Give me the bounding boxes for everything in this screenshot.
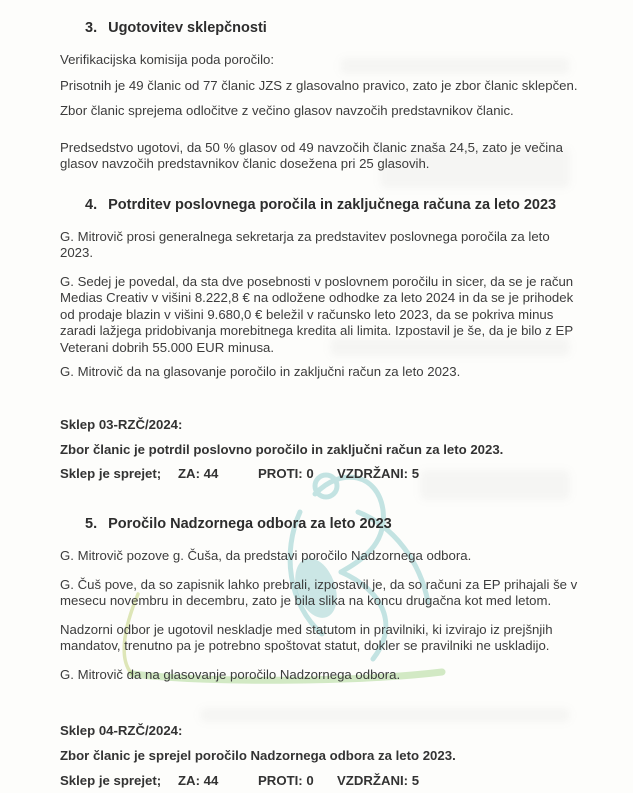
vote-result-label: Sklep je sprejet; (60, 466, 162, 481)
paragraph-mitrovic-request: G. Mitrovič prosi generalnega sekretarja za predstavitev poslovnega poročila za leto 2023. (60, 228, 550, 260)
paragraph-majority-threshold: Predsedstvo ugotovi, da 50 % glasov od 49 navzočih članic znaša 24,5, zato je večina glasov navzočih predstavnikov članic dosežena pri 25 glasovih. (60, 139, 563, 171)
paragraph-majority-rule: Zbor članic sprejema odločitve z večino glasov navzočih predstavnikov članic. (60, 103, 514, 118)
section-3-title: Ugotovitev sklepčnosti (108, 20, 267, 36)
section-5-title: Poročilo Nadzornega odbora za leto 2023 (108, 516, 392, 532)
section-4-title: Potrditev poslovnega poročila in zaključnega računa za leto 2023 (108, 196, 557, 213)
section-5-heading (60, 515, 583, 533)
section-4-number: 4. (85, 196, 98, 213)
section-3-number: 3. (85, 20, 98, 36)
votes-against: PROTI: 0 (258, 466, 314, 481)
votes-abstained: VZDRŽANI: 5 (337, 772, 420, 788)
paragraph-sedej-report: G. Sedej je povedal, da sta dve posebnosti v poslovnem poročilu in sicer, da se je račun Medias Creativ v višini 8.222,8 € na odložene odhodke za leto 2024 in da se je prihodek od prodaje blazin v višini 9.680,0 € beležil v računsko leto 2023, da se pokriva minus zaradi lažjega pridobivanja morebitnega kredita ali limita. Izpostavil je še, da je bilo z EP Veterani dobrih 55.000 EUR minusa. (60, 273, 574, 355)
paragraph-vote-call-report: G. Mitrovič da na glasovanje poročilo in zaključni račun za leto 2023. (60, 364, 461, 379)
votes-for: ZA: 44 (178, 772, 219, 788)
section-4-heading (60, 196, 583, 214)
paragraph-statute-discrepancy: Nadzorni odbor je ugotovil neskladje med statutom in pravilniki, ki izvirajo iz prejšnjih mandatov, trenutno pa je potrebno spoštovat statut, dokler se pravilniki ne uskladijo. (60, 621, 553, 653)
resolution-04-body: Zbor članic je sprejel poročilo Nadzornega odbora za leto 2023. (60, 748, 456, 763)
section-3-heading (60, 19, 583, 37)
votes-abstained: VZDRŽANI: 5 (337, 466, 420, 481)
paragraph-verification-report: Verifikacijska komisija poda poročilo: (60, 52, 275, 67)
resolution-03-vote-row (60, 465, 583, 482)
resolution-03-body: Zbor članic je potrdil poslovno poročilo in zaključni račun za leto 2023. (60, 441, 504, 457)
paragraph-cus-invited: G. Mitrovič pozove g. Čuša, da predstavi poročilo Nadzornega odbora. (60, 548, 472, 563)
votes-for: ZA: 44 (178, 466, 219, 481)
paragraph-cus-report: G. Čuš pove, da so zapisnik lahko prebrali, izpostavil je, da so računi za EP prihajali še v mesecu novembru in decembru, zato je bila slika na koncu drugačna kot med letom. (60, 576, 578, 608)
resolution-04-title: Sklep 04-RZČ/2024: (60, 723, 183, 738)
vote-result-label: Sklep je sprejet; (60, 772, 162, 788)
votes-against: PROTI: 0 (258, 772, 314, 788)
section-5-number: 5. (85, 516, 98, 532)
resolution-04-vote-row (60, 772, 583, 789)
paragraph-vote-call-supervisory: G. Mitrovič da na glasovanje poročilo Nadzornega odbora. (60, 666, 401, 682)
paragraph-quorum-count: Prisotnih je 49 članic od 77 članic JZS z glasovalno pravico, zato je zbor članic sklepčen. (60, 77, 578, 93)
resolution-03-title: Sklep 03-RZČ/2024: (60, 416, 183, 432)
